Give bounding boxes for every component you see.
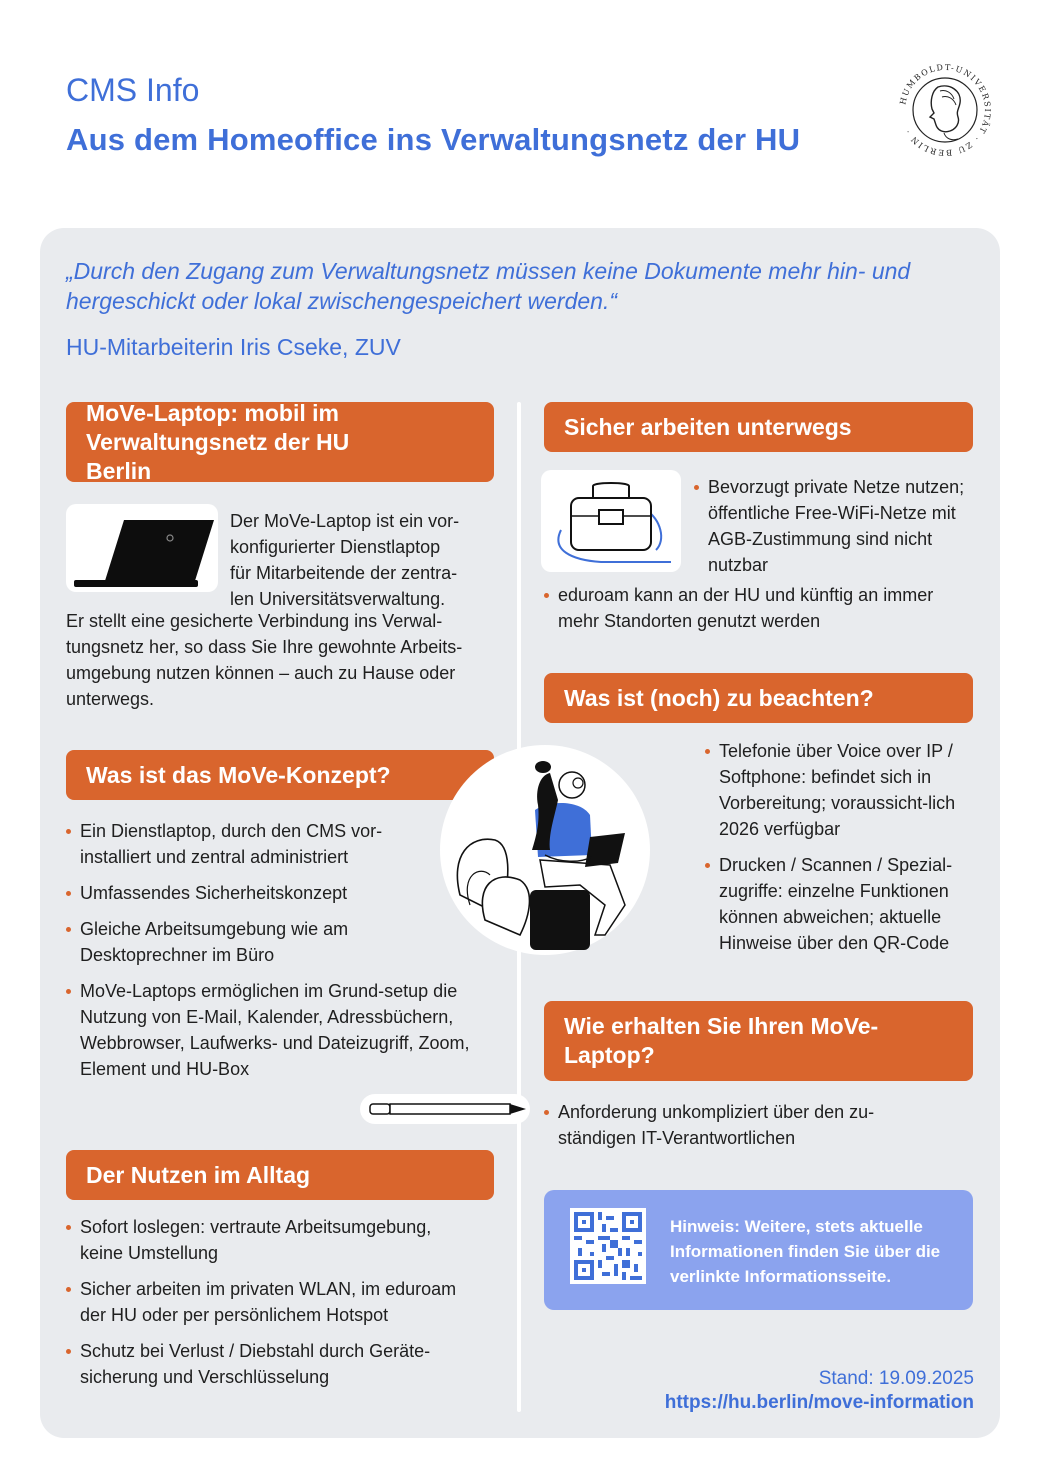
list-item: Drucken / Scannen / Spezial-zugriffe: einzelne Funktionen können abweichen; aktuelle Hinweise über den QR-Code (705, 852, 970, 956)
list-item: Ein Dienstlaptop, durch den CMS vor-installiert und zentral administriert (66, 818, 411, 870)
laptop-text-line-1: Der MoVe-Laptop ist ein vor- (230, 511, 460, 531)
hint-text: Hinweis: Weitere, stets aktuelle Informationen finden Sie über die verlinkte Informationsseite. (670, 1217, 941, 1286)
info-link[interactable]: https://hu.berlin/move-information (664, 1392, 974, 1413)
laptop-section-title: MoVe-Laptop: mobil im Verwaltungsnetz der HU Berlin (86, 399, 350, 484)
secure-list-top (694, 474, 976, 588)
laptop-description-top (230, 508, 490, 612)
page-title: Aus dem Homeoffice ins Verwaltungsnetz der HU (66, 122, 801, 157)
concept-list (66, 818, 470, 1092)
hint-box (544, 1190, 973, 1310)
bag-icon (541, 470, 681, 572)
laptop-text-line-3: für Mitarbeitende der zentra- (230, 563, 458, 583)
svg-text:HUMBOLDT-UNIVERSITÄT · ZU BERL: HUMBOLDT-UNIVERSITÄT · ZU BERLIN · (898, 62, 993, 158)
benefit-list (66, 1214, 476, 1400)
list-item: Anforderung unkompliziert über den zu-ständigen IT-Verantwortlichen (544, 1099, 914, 1151)
list-item: MoVe-Laptops ermöglichen im Grund-setup die Nutzung von E-Mail, Kalender, Adressbüchern, Webbrowser, Laufwerks- und Dateizugriff, Zoom, Element und HU-Box (66, 978, 470, 1082)
laptop-icon (66, 504, 218, 592)
concept-section-title: Was ist das MoVe-Konzept? (86, 761, 391, 788)
list-item: eduroam kann an der HU und künftig an immer mehr Standorten genutzt werden (544, 582, 964, 634)
laptop-image (66, 504, 218, 592)
benefit-section-title: Der Nutzen im Alltag (86, 1161, 311, 1188)
woman-with-tablet-icon (440, 745, 650, 955)
list-item: Telefonie über Voice over IP / Softphone: befindet sich in Vorbereitung; voraussicht-lich 2026 verfügbar (705, 738, 970, 842)
quote-attribution: HU-Mitarbeiterin Iris Cseke, ZUV (66, 334, 401, 360)
pen-icon (360, 1094, 530, 1124)
university-seal-logo (890, 55, 1000, 165)
laptop-text-line-2: konfigurierter Dienstlaptop (230, 537, 441, 557)
notes-section-title: Was ist (noch) zu beachten? (564, 684, 874, 711)
qr-code[interactable] (570, 1208, 646, 1284)
notes-list (705, 738, 970, 966)
secure-section-header (544, 402, 973, 452)
notes-section-header (544, 673, 973, 723)
quote-text: „Durch den Zugang zum Verwaltungsnetz müssen keine Dokumente mehr hin- und hergeschickt oder lokal zwischengespeichert werden.“ (66, 258, 911, 314)
list-item: Sofort loslegen: vertraute Arbeitsumgebung, keine Umstellung (66, 1214, 476, 1266)
list-item: Bevorzugt private Netze nutzen; öffentliche Free-WiFi-Netze mit AGB-Zustimmung sind nicht nutzbar (694, 474, 976, 578)
obtain-section-header (544, 1001, 973, 1081)
bag-image (541, 470, 681, 572)
obtain-list (544, 1099, 914, 1161)
list-item: Schutz bei Verlust / Diebstahl durch Geräte-sicherung und Verschlüsselung (66, 1338, 476, 1390)
person-illustration (440, 745, 650, 955)
list-item: Gleiche Arbeitsumgebung wie am Desktoprechner im Büro (66, 916, 411, 968)
qr-code-icon (570, 1208, 646, 1284)
secure-list-bottom (544, 582, 964, 644)
benefit-section-header (66, 1150, 494, 1200)
stand-date: Stand: 19.09.2025 (818, 1368, 974, 1389)
list-item: Umfassendes Sicherheitskonzept (66, 880, 411, 906)
pen-illustration (360, 1094, 530, 1124)
list-item: Sicher arbeiten im privaten WLAN, im eduroam der HU oder per persönlichem Hotspot (66, 1276, 476, 1328)
kicker: CMS Info (66, 72, 200, 108)
laptop-text-line-4: len Universitätsverwaltung. (230, 589, 446, 609)
laptop-description-rest: Er stellt eine gesicherte Verbindung ins Verwal-tungsnetz her, so dass Sie Ihre gewohnte Arbeits-umgebung nutzen können – auch zu Hause oder unterwegs. (66, 611, 463, 709)
secure-section-title: Sicher arbeiten unterwegs (564, 413, 852, 440)
concept-section-header (66, 750, 494, 800)
laptop-section-header (66, 399, 494, 484)
obtain-section-title: Wie erhalten Sie Ihren MoVe-Laptop? (564, 1013, 879, 1068)
